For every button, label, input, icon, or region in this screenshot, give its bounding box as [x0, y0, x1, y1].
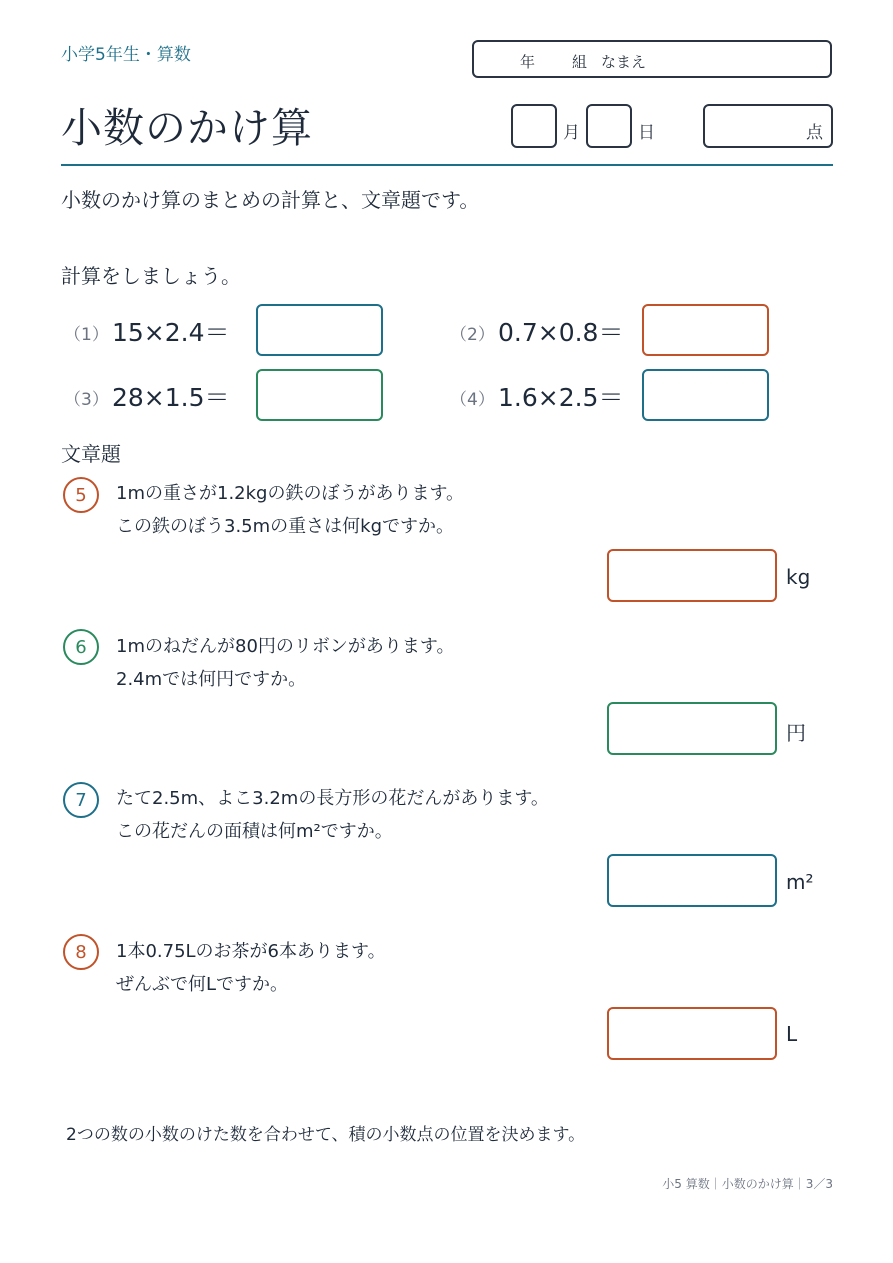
- answer-box[interactable]: [642, 304, 769, 356]
- question-line: この鉄のぼう3.5mの重さは何kgですか。: [116, 516, 455, 537]
- intro-text: 小数のかけ算のまとめの計算と、文章題です。: [61, 188, 480, 212]
- unit-label: m²: [786, 870, 814, 894]
- answer-box[interactable]: [607, 1007, 777, 1060]
- question-line: 1mの重さが1.2kgの鉄のぼうがあります。: [116, 483, 465, 504]
- answer-box[interactable]: [642, 369, 769, 421]
- class-label: 組: [572, 53, 588, 71]
- answer-box[interactable]: [607, 549, 777, 602]
- name-label: なまえ: [601, 53, 647, 71]
- question-line: 2.4mでは何円ですか。: [116, 669, 307, 690]
- unit-label: kg: [786, 565, 811, 589]
- month-label: 月: [563, 123, 580, 143]
- grade-subject: 小学5年生・算数: [61, 45, 191, 65]
- answer-box[interactable]: [607, 854, 777, 907]
- unit-label: L: [786, 1022, 798, 1046]
- question-line: たて2.5m、よこ3.2mの長方形の花だんがあります。: [116, 788, 549, 809]
- word-heading: 文章題: [61, 442, 121, 466]
- calc-heading: 計算をしましょう。: [61, 264, 241, 288]
- problem-number: （4）: [450, 390, 495, 410]
- problem-expression: 1.6×2.5＝: [498, 383, 624, 412]
- header-divider: [61, 164, 833, 166]
- name-box[interactable]: [472, 40, 832, 78]
- page-footer: 小5 算数｜小数のかけ算｜3／3: [662, 1177, 833, 1191]
- day-label: 日: [638, 123, 655, 143]
- answer-box[interactable]: [607, 702, 777, 755]
- problem-expression: 0.7×0.8＝: [498, 318, 624, 347]
- question-line: ぜんぶで何Lですか。: [116, 974, 289, 995]
- unit-label: 円: [786, 721, 806, 745]
- answer-box[interactable]: [256, 369, 383, 421]
- question-number-badge: 7: [63, 782, 99, 818]
- question-number-badge: 8: [63, 934, 99, 970]
- question-number-badge: 6: [63, 629, 99, 665]
- question-line: 1mのねだんが80円のリボンがあります。: [116, 636, 455, 657]
- year-label: 年: [520, 53, 536, 71]
- score-label: 点: [806, 123, 823, 143]
- question-number-badge: 5: [63, 477, 99, 513]
- problem-expression: 15×2.4＝: [112, 318, 230, 347]
- page-title: 小数のかけ算: [61, 104, 313, 152]
- question-line: この花だんの面積は何m²ですか。: [116, 821, 393, 842]
- problem-expression: 28×1.5＝: [112, 383, 230, 412]
- hint-note: 2つの数の小数のけた数を合わせて、積の小数点の位置を決めます。: [66, 1125, 586, 1145]
- month-box[interactable]: [511, 104, 557, 148]
- question-line: 1本0.75Lのお茶が6本あります。: [116, 941, 386, 962]
- problem-number: （1）: [64, 325, 109, 345]
- problem-number: （3）: [64, 390, 109, 410]
- answer-box[interactable]: [256, 304, 383, 356]
- score-box[interactable]: [703, 104, 833, 148]
- problem-number: （2）: [450, 325, 495, 345]
- day-box[interactable]: [586, 104, 632, 148]
